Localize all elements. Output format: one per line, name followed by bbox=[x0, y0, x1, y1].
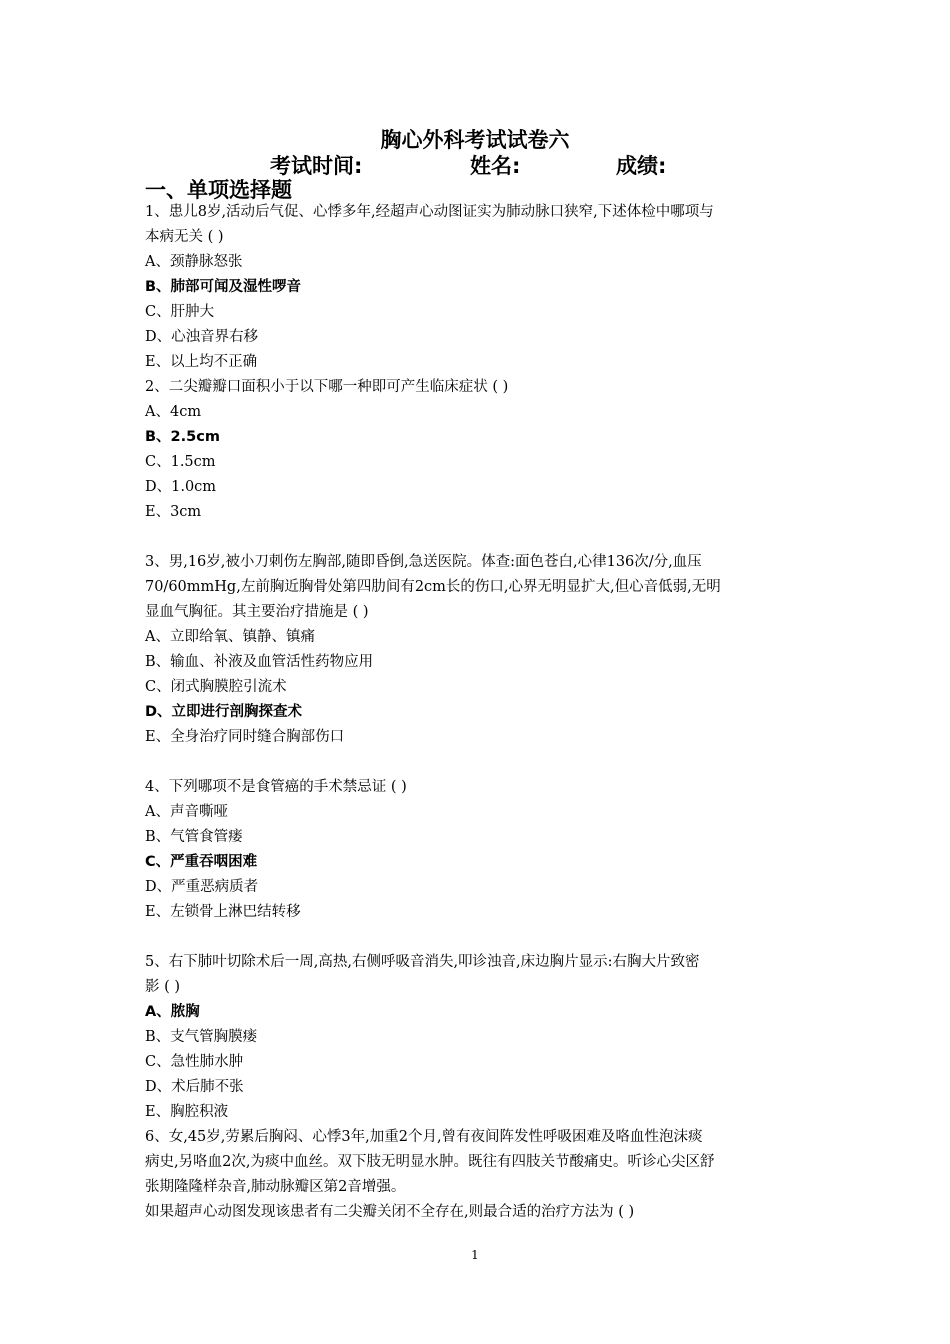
page-number: 1 bbox=[471, 1248, 479, 1262]
exam-meta bbox=[0, 150, 950, 178]
score-label: 成绩: bbox=[616, 154, 667, 178]
question-2-option-a: A、4cm bbox=[145, 404, 202, 420]
question-6-stem-line-2: 病史,另咯血2次,为痰中血丝。双下肢无明显水肿。既往有四肢关节酸痛史。听诊心尖区舒 bbox=[145, 1154, 715, 1170]
question-1-option-c: C、肝肿大 bbox=[145, 304, 215, 320]
question-4-option-a: A、声音嘶哑 bbox=[145, 804, 228, 820]
question-3-stem-line-2: 70/60mmHg,左前胸近胸骨处第四肋间有2cm长的伤口,心界无明显扩大,但心音低弱,无明 bbox=[145, 579, 721, 595]
question-6-stem-line-4: 如果超声心动图发现该患者有二尖瓣关闭不全存在,则最合适的治疗方法为 ( ) bbox=[145, 1204, 635, 1220]
question-4-option-e: E、左锁骨上淋巴结转移 bbox=[145, 904, 301, 920]
question-1-option-a: A、颈静脉怒张 bbox=[145, 254, 243, 270]
question-5-option-b: B、支气管胸膜瘘 bbox=[145, 1029, 258, 1045]
question-1-option-b: B、肺部可闻及湿性啰音 bbox=[145, 279, 302, 295]
question-1-option-e: E、以上均不正确 bbox=[145, 354, 258, 370]
question-5-option-a: A、脓胸 bbox=[145, 1004, 200, 1020]
question-5-option-e: E、胸腔积液 bbox=[145, 1104, 229, 1120]
question-3-option-a: A、立即给氧、镇静、镇痛 bbox=[145, 629, 315, 645]
question-5-stem-line-2: 影 ( ) bbox=[145, 979, 181, 995]
question-5-option-d: D、术后肺不张 bbox=[145, 1079, 244, 1095]
section-title: 一、单项选择题 bbox=[145, 178, 292, 202]
question-3-option-d: D、立即进行剖胸探查术 bbox=[145, 704, 303, 720]
exam-title: 胸心外科考试试卷六 bbox=[380, 128, 570, 152]
question-3-option-e: E、全身治疗同时缝合胸部伤口 bbox=[145, 729, 345, 745]
question-1-stem-line-2: 本病无关 ( ) bbox=[145, 229, 224, 245]
question-2-option-b: B、2.5cm bbox=[145, 429, 220, 445]
question-2-stem-line-1: 2、二尖瓣瓣口面积小于以下哪一种即可产生临床症状 ( ) bbox=[145, 379, 509, 395]
question-3-option-b: B、输血、补液及血管活性药物应用 bbox=[145, 654, 374, 670]
question-2-option-c: C、1.5cm bbox=[145, 454, 216, 470]
blank-line bbox=[145, 750, 810, 775]
question-3-stem-line-1: 3、男,16岁,被小刀刺伤左胸部,随即昏倒,急送医院。体查:面色苍白,心律136次/分,血压 bbox=[145, 554, 702, 570]
question-6-stem-line-3: 张期隆隆样杂音,肺动脉瓣区第2音增强。 bbox=[145, 1179, 406, 1195]
question-1-stem-line-1: 1、患儿8岁,活动后气促、心悸多年,经超声心动图证实为肺动脉口狭窄,下述体检中哪项与 bbox=[145, 204, 714, 220]
question-4-option-c: C、严重吞咽困难 bbox=[145, 854, 258, 870]
question-list bbox=[145, 200, 810, 1225]
question-3-stem-line-3: 显血气胸征。其主要治疗措施是 ( ) bbox=[145, 604, 369, 620]
blank-line bbox=[145, 925, 810, 950]
question-4-option-d: D、严重恶病质者 bbox=[145, 879, 259, 895]
question-5-stem-line-1: 5、右下肺叶切除术后一周,高热,右侧呼吸音消失,叩诊浊音,床边胸片显示:右胸大片致密 bbox=[145, 954, 700, 970]
question-3-option-c: C、闭式胸膜腔引流术 bbox=[145, 679, 287, 695]
exam-time-label: 考试时间: bbox=[270, 154, 363, 178]
name-label: 姓名: bbox=[470, 154, 521, 178]
question-5-option-c: C、急性肺水肿 bbox=[145, 1054, 244, 1070]
question-2-option-e: E、3cm bbox=[145, 504, 202, 520]
question-2-option-d: D、1.0cm bbox=[145, 479, 217, 495]
blank-line bbox=[145, 525, 810, 550]
question-4-stem-line-1: 4、下列哪项不是食管癌的手术禁忌证 ( ) bbox=[145, 779, 407, 795]
question-6-stem-line-1: 6、女,45岁,劳累后胸闷、心悸3年,加重2个月,曾有夜间阵发性呼吸困难及咯血性泡沫痰 bbox=[145, 1129, 703, 1145]
question-4-option-b: B、气管食管瘘 bbox=[145, 829, 243, 845]
question-1-option-d: D、心浊音界右移 bbox=[145, 329, 259, 345]
